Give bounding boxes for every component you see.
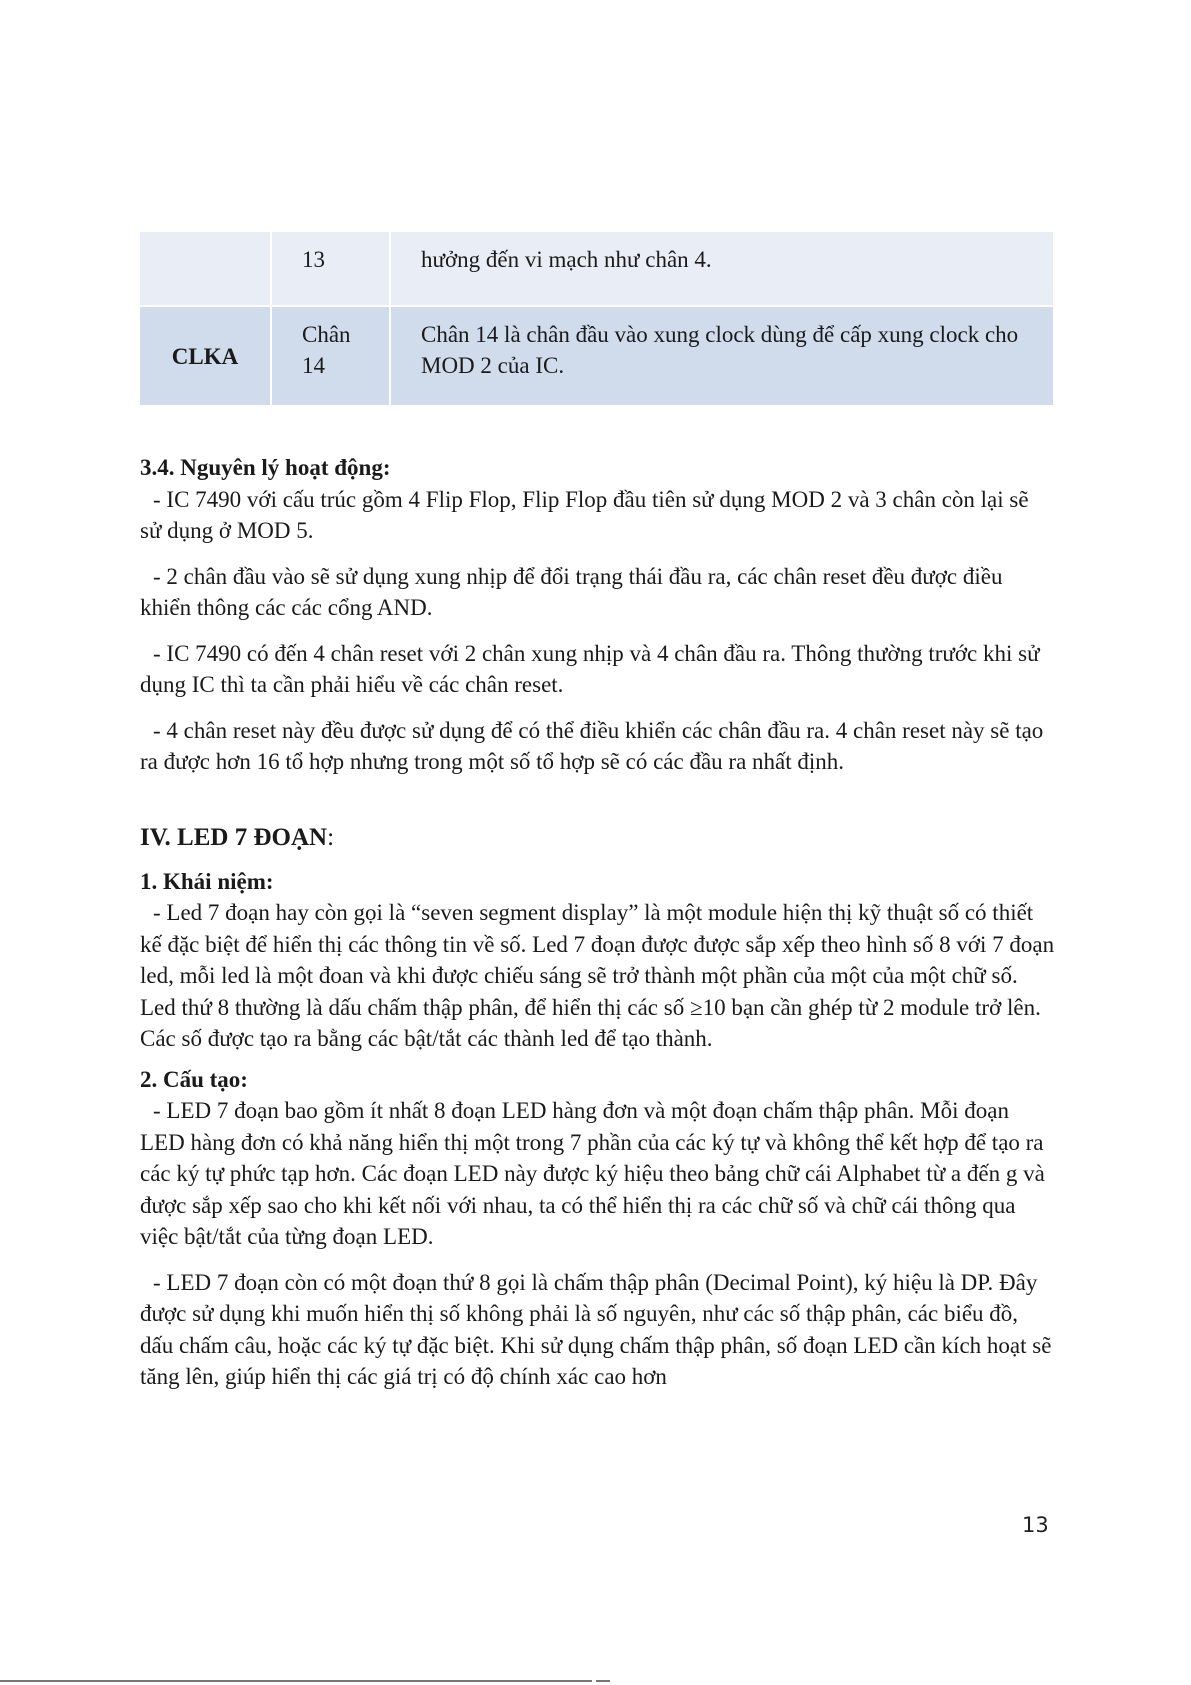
paragraph: - LED 7 đoạn còn có một đoạn thứ 8 gọi là chấm thập phân (Decimal Point), ký hiệu là DP. Đây được sử dụng khi muốn hiển thị số không phải là số nguyên, như các số thập phân, các biểu đồ, dấu chấm câu, hoặc các ký tự đặc biệt. Khi sử dụng chấm thập phân, số đoạn LED cần kích hoạt sẽ tăng lên, giúp hiển thị các giá trị có độ chính xác cao hơn xyxy=(140,1269,1052,1389)
section-heading: 3.4. Nguyên lý hoạt động: xyxy=(140,455,391,480)
paragraph: - IC 7490 với cấu trúc gồm 4 Flip Flop, Flip Flop đầu tiên sử dụng MOD 2 và 3 chân còn lại sẽ sử dụng ở MOD 5. xyxy=(140,486,1029,543)
subsection-heading: 2. Cấu tạo: xyxy=(140,1066,248,1092)
pin-description-cell: Chân 14 là chân đầu vào xung clock dùng để cấp xung clock cho MOD 2 của IC. xyxy=(390,306,1053,406)
chapter-heading-text: IV. LED 7 ĐOẠN xyxy=(140,824,328,851)
page-number: 13 xyxy=(1022,1513,1049,1537)
table-row xyxy=(140,232,1053,306)
footer-divider xyxy=(596,1680,610,1682)
paragraph: - Led 7 đoạn hay còn gọi là “seven segment display” là một module hiện thị kỹ thuật số có thiết kế đặc biệt để hiển thị các thông tin về số. Led 7 đoạn được được sắp xếp theo hình số 8 với 7 đoạn led, mỗi led là một đoan và khi được chiếu sáng sẽ trở thành một phần của một của một chữ số. Led thứ 8 thường là dấu chấm thập phân, để hiển thị các số ≥10 bạn cần ghép từ 2 module trở lên. Các số được tạo ra bằng các bật/tắt các thành led để tạo thành. xyxy=(140,900,1055,1051)
pin-description-cell: hưởng đến vi mạch như chân 4. xyxy=(390,232,1053,306)
table-row xyxy=(140,306,1053,406)
section-4 xyxy=(140,822,1055,1393)
pin-name-cell xyxy=(140,232,271,306)
paragraph: - LED 7 đoạn bao gồm ít nhất 8 đoạn LED hàng đơn và một đoạn chấm thập phân. Mỗi đoạn LED hàng đơn có khả năng hiển thị một trong 7 phần của các ký tự và không thể kết hợp để tạo ra các ký tự phức tạp hơn. Các đoạn LED này được ký hiệu theo bảng chữ cái Alphabet từ a đến g và được sắp xếp sao cho khi kết nối với nhau, ta có thể hiển thị ra các chữ số và chữ cái thông qua việc bật/tắt của từng đoạn LED. xyxy=(140,1098,1045,1249)
paragraph: - 4 chân reset này đều được sử dụng để có thể điều khiển các chân đầu ra. 4 chân reset này sẽ tạo ra được hơn 16 tổ hợp nhưng trong một số tổ hợp sẽ có các đầu ra nhất định. xyxy=(140,717,1044,774)
pin-name-cell: CLKA xyxy=(140,306,271,406)
pin-number-cell: 13 xyxy=(271,232,390,306)
chapter-heading-colon: : xyxy=(327,824,335,851)
footer-divider xyxy=(0,1680,592,1682)
paragraph: - IC 7490 có đến 4 chân reset với 2 chân xung nhịp và 4 chân đầu ra. Thông thường trước khi sử dụng IC thì ta cần phải hiểu về các chân reset. xyxy=(140,640,1040,697)
pin-table xyxy=(140,232,1053,407)
subsection-heading: 1. Khái niệm: xyxy=(140,868,274,894)
paragraph: - 2 chân đầu vào sẽ sử dụng xung nhịp để đổi trạng thái đầu ra, các chân reset đều được điều khiển thông các các cổng AND. xyxy=(140,563,1003,620)
section-3-4 xyxy=(140,452,1055,778)
pin-number-cell: Chân 14 xyxy=(271,306,390,406)
chapter-heading xyxy=(140,822,1055,854)
